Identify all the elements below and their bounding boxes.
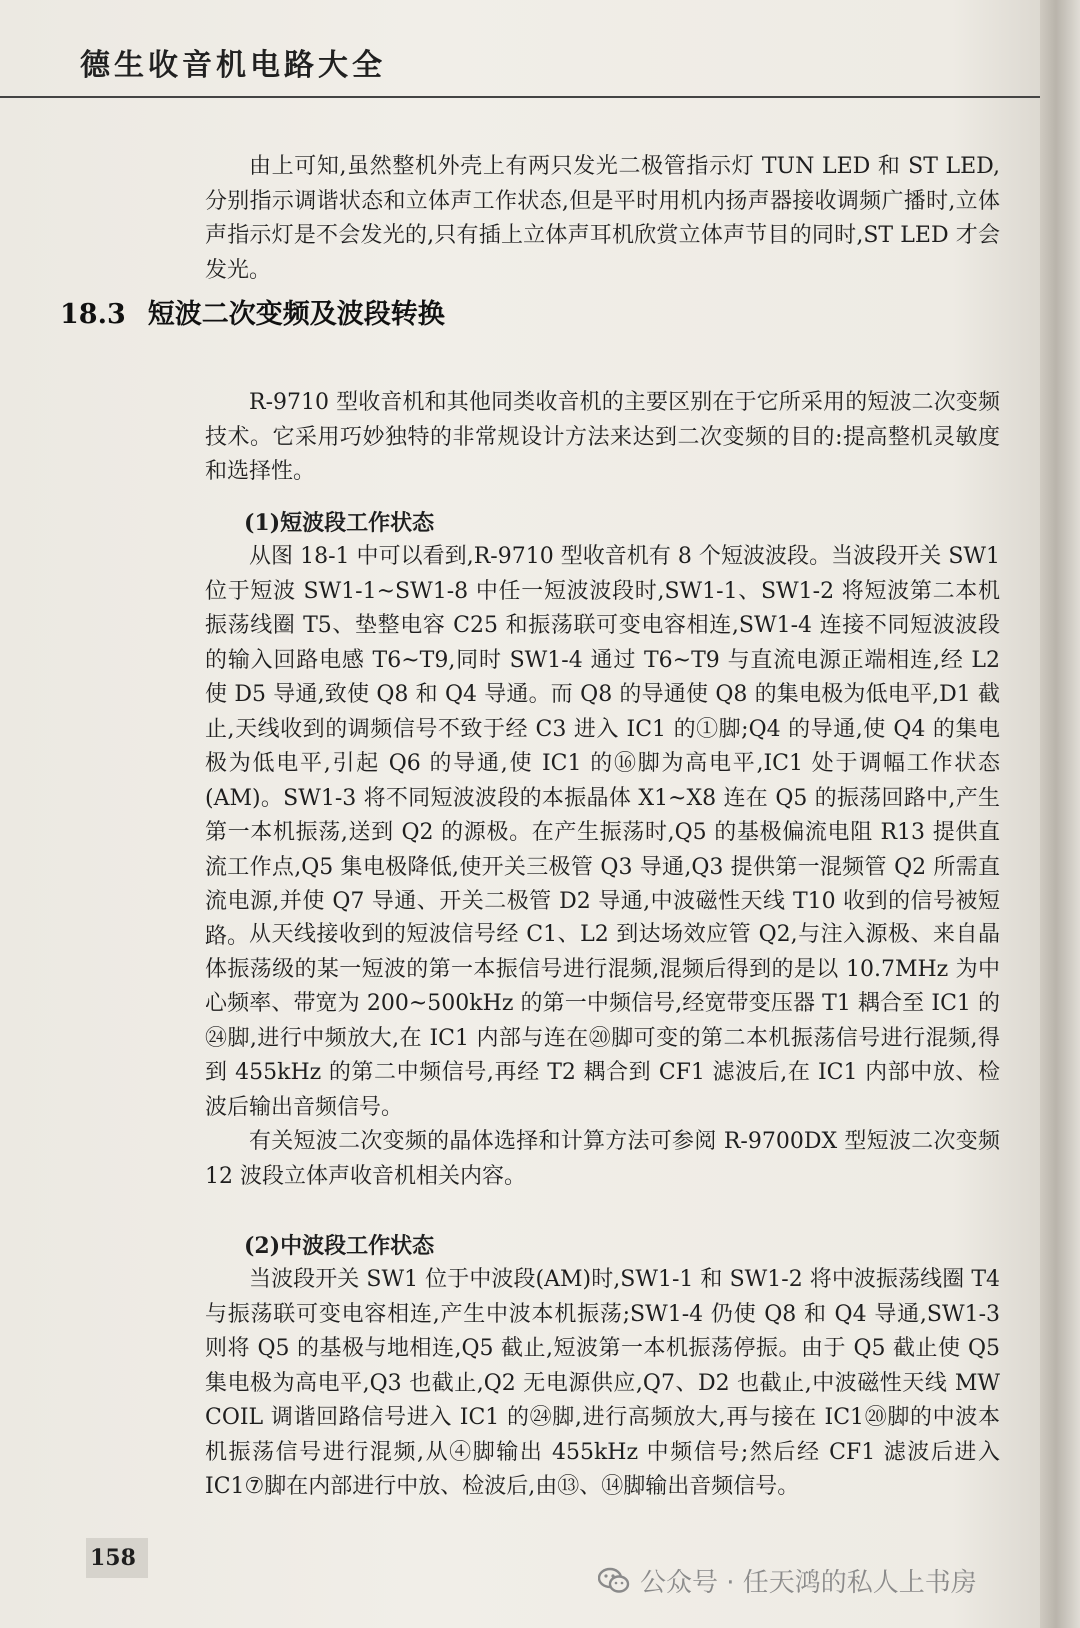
book-spine-shadow: [1040, 0, 1080, 1628]
watermark-text: 公众号 · 任天鸿的私人上书房: [640, 1568, 977, 1598]
section-heading: [60, 292, 445, 331]
header-rule: [0, 96, 1058, 98]
paragraph-shortwave-1: 从图 18-1 中可以看到,R-9710 型收音机有 8 个短波波段。当波段开关 SW1 位于短波 SW1-1~SW1-8 中任一短波波段时,SW1-1、SW1-2 将短波第二本机振荡线圈 T5、垫整电容 C25 和振荡联可变电容相连,SW1-4 连接不同短波波段的输入回路电感 T6~T9,同时 SW1-4 通过 T6~T9 与直流电源正端相连,经 L2 使 D5 导通,致使 Q8 和 Q4 导通。而 Q8 的导通使 Q8 的集电极为低电平,D1 截止,天线收到的调频信号不致于经 C3 进入 IC1 的①脚;Q4 的导通,使 Q4 的集电极为低电平,引起 Q6 的导通,使 IC1 的⑯脚为高电平,IC1 处于调幅工作状态(AM)。SW1-3 将不同短波波段的本振晶体 X1~X8 连在 Q5 的振荡回路中,产生第一本机振荡,送到 Q2 的源极。在产生振荡时,Q5 的基极偏流电阻 R13 提供直流工作点,Q5 集电极降低,使开关三极管 Q3 导通,Q3 提供第一混频管 Q2 所需直流电源,并使 Q7 导通、开关二极管 D2 导通,中波磁性天线 T10 收到的信号被短路。: [205, 544, 1000, 949]
paragraph-shortwave-2: 从天线接收到的短波信号经 C1、L2 到达场效应管 Q2,与注入源极、来自晶体振荡级的某一短波的第一本振信号进行混频,混频后得到的是以 10.7MHz 为中心频率、带宽为 200~500kHz 的第一中频信号,经宽带变压器 T1 耦合至 IC1 的㉔脚,进行中频放大,在 IC1 内部与连在⑳脚可变的第二本机振荡信号进行混频,得到 455kHz 的第二中频信号,再经 T2 耦合到 CF1 滤波后,在 IC1 内部中放、检波后输出音频信号。: [205, 922, 1000, 1120]
paragraph-intro: 由上可知,虽然整机外壳上有两只发光二极管指示灯 TUN LED 和 ST LED,分别指示调谐状态和立体声工作状态,但是平时用机内扬声器接收调频广播时,立体声指示灯是不会发光的,只有插上立体声耳机欣赏立体声节目的同时,ST LED 才会发光。: [205, 154, 1000, 283]
section-number: 18.3: [60, 299, 126, 330]
watermark: [598, 1562, 977, 1599]
running-header: 德生收音机电路大全: [80, 48, 386, 83]
section-title: 短波二次变频及波段转换: [147, 299, 445, 330]
paragraph-main: R-9710 型收音机和其他同类收音机的主要区别在于它所采用的短波二次变频技术。它采用巧妙独特的非常规设计方法来达到二次变频的目的:提高整机灵敏度和选择性。: [205, 390, 1000, 484]
subheading-shortwave: (1)短波段工作状态: [244, 510, 435, 536]
subheading-mediumwave: (2)中波段工作状态: [244, 1233, 435, 1259]
wechat-icon: [598, 1567, 630, 1595]
paragraph-shortwave-3: 有关短波二次变频的晶体选择和计算方法可参阅 R-9700DX 型短波二次变频 12 波段立体声收音机相关内容。: [205, 1129, 1000, 1189]
paragraph-mediumwave: 当波段开关 SW1 位于中波段(AM)时,SW1-1 和 SW1-2 将中波振荡线圈 T4 与振荡联可变电容相连,产生中波本机振荡;SW1-4 仍使 Q8 和 Q4 导通,SW1-3 则将 Q5 的基极与地相连,Q5 截止,短波第一本机振荡停振。由于 Q5 截止使 Q5 集电极为高电平,Q3 也截止,Q2 无电源供应,Q7、D2 也截止,中波磁性天线 MW COIL 调谐回路信号进入 IC1 的㉔脚,进行高频放大,再与接在 IC1⑳脚的中波本机振荡信号进行混频,从④脚输出 455kHz 中频信号;然后经 CF1 滤波后进入 IC1⑦脚在内部进行中放、检波后,由⑬、⑭脚输出音频信号。: [205, 1267, 1000, 1499]
page-number: 158: [86, 1538, 148, 1578]
